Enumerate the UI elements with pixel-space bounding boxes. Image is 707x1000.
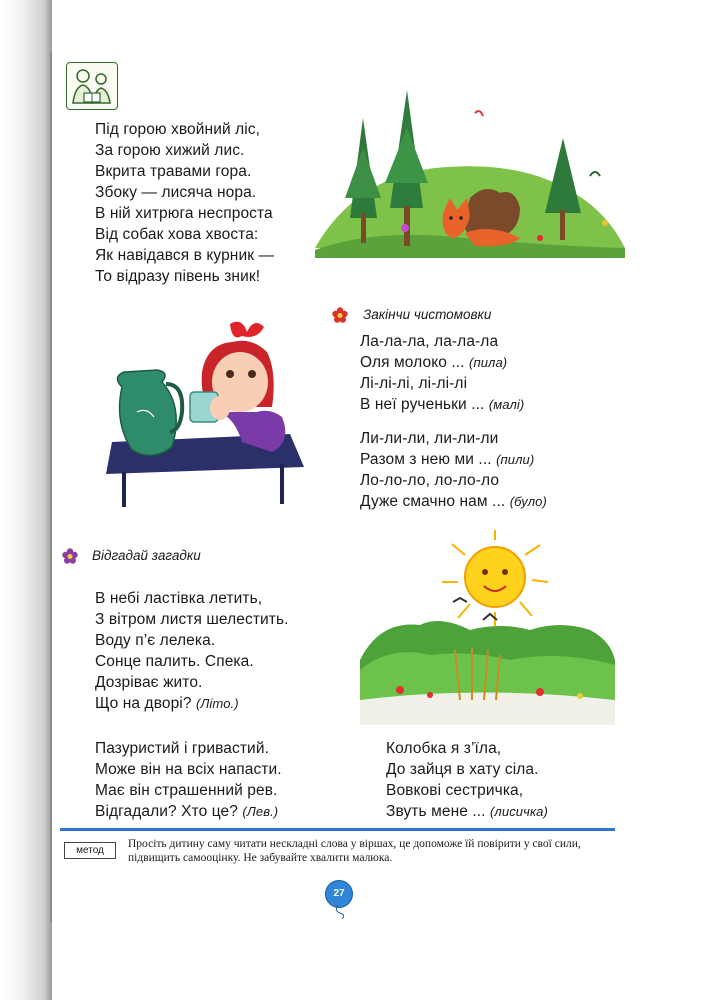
riddle-fox (386, 738, 548, 822)
verse-line: Може він на всіх напасти. (95, 761, 282, 778)
verse-line: Лі-лі-лі, лі-лі-лі (360, 375, 468, 392)
poem-line: Як навідався в курник — (95, 247, 275, 264)
verse-line: Має він страшенний рев. (95, 782, 278, 799)
tongue-twister-stanza-2 (360, 428, 547, 512)
method-divider (60, 828, 615, 831)
summer-field-illustration (360, 530, 615, 730)
answer: (лисичка) (490, 804, 548, 819)
verse-line: Вовкові сестричка, (386, 782, 524, 799)
forest-fox-illustration (315, 88, 625, 268)
verse-line: Ло-ло-ло, ло-ло-ло (360, 472, 500, 489)
poem-line: Вкрита травами гора. (95, 163, 252, 180)
verse-line: Дуже смачно нам ... (було) (360, 493, 547, 510)
answer: (пили) (496, 452, 535, 467)
verse-line: Що на дворі? (Літо.) (95, 695, 239, 712)
verse-line: Звуть мене ... (лисичка) (386, 803, 548, 820)
method-label: метод (64, 842, 116, 859)
poem-line: В ній хитрюга неспроста (95, 205, 273, 222)
answer: (малі) (488, 397, 525, 412)
poem-line: Під горою хвойний ліс, (95, 121, 261, 138)
balloon-string-icon (330, 905, 350, 924)
page-binding-shadow (0, 0, 52, 1000)
verse-line: Разом з нею ми ... (пили) (360, 451, 535, 468)
verse-line: Пазуристий і гривастий. (95, 740, 269, 757)
poem-line: Збоку — лисяча нора. (95, 184, 257, 201)
verse-line: Ли-ли-ли, ли-ли-ли (360, 430, 499, 447)
flower-bullet-icon (332, 307, 348, 328)
girl-drinking-milk-illustration (92, 312, 304, 517)
verse-line: Відгадали? Хто це? (Лев.) (95, 803, 279, 820)
verse-line: Воду п’є лелека. (95, 632, 216, 649)
verse-line: Колобка я з’їла, (386, 740, 502, 757)
tongue-twister-stanza-1 (360, 331, 524, 415)
verse-line: В небі ластівка летить, (95, 590, 263, 607)
verse-line: З вітром листя шелестить. (95, 611, 289, 628)
fox-poem (95, 119, 274, 287)
answer: (Лев.) (242, 804, 279, 819)
answer: (було) (509, 494, 547, 509)
riddle-lion (95, 738, 282, 822)
page-edge (50, 52, 52, 922)
answer: (пила) (469, 355, 508, 370)
tongue-twisters-heading: Закінчи чистомовки (363, 307, 492, 322)
answer: (Літо.) (195, 696, 239, 711)
riddles-heading: Відгадай загадки (92, 548, 201, 563)
reading-family-icon (66, 62, 118, 110)
poem-line: Від собак хова хвоста: (95, 226, 259, 243)
poem-line: За горою хижий лис. (95, 142, 245, 159)
riddle-summer (95, 588, 289, 714)
flower-bullet-icon (62, 548, 78, 569)
verse-line: До зайця в хату сіла. (386, 761, 539, 778)
verse-line: Ла-ла-ла, ла-ла-ла (360, 333, 499, 350)
verse-line: Сонце палить. Спека. (95, 653, 254, 670)
page-number: 27 (325, 880, 353, 908)
verse-line: В неї рученьки ... (малі) (360, 396, 525, 413)
verse-line: Дозріває жито. (95, 674, 203, 691)
poem-line: То відразу півень зник! (95, 268, 261, 285)
verse-line: Оля молоко ... (пила) (360, 354, 508, 371)
method-note-text: Просіть дитину саму читати нескладні слова у віршах, це допоможе їй повірити у свої сили, підвищить самооцінку. Не забувайте хвалити малюка. (128, 838, 581, 864)
